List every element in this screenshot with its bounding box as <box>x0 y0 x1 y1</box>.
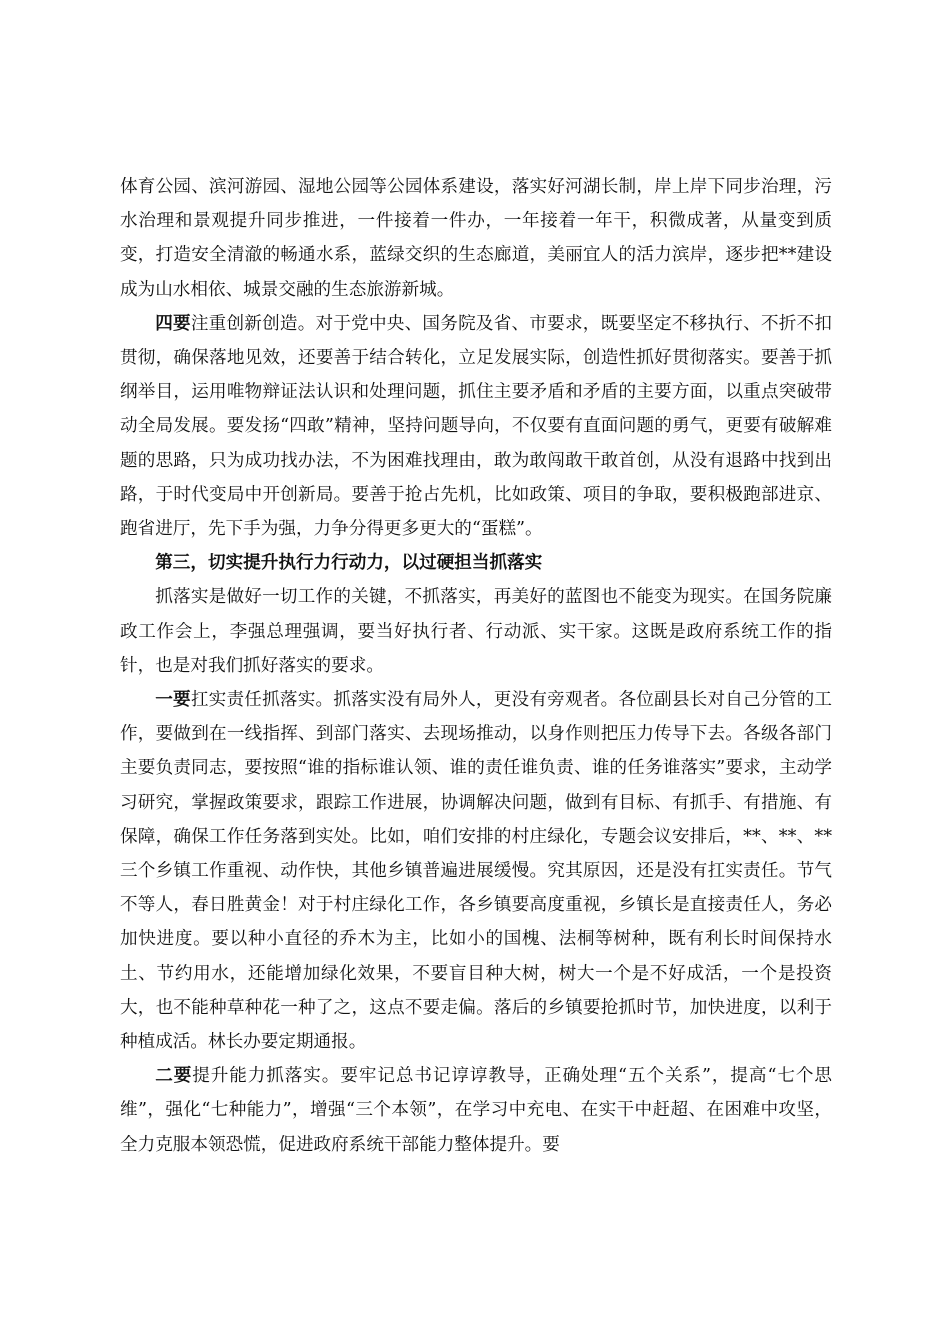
paragraph-text: 提升能力抓落实。要牢记总书记谆谆教导，正确处理“五个关系”，提高“七个思维”，强化“七种能力”，增强“三个本领”，在学习中充电、在实干中赶超、在困难中攻坚，全力克服本领恐慌，促进政府系统干部能力整体提升。要 <box>120 1066 832 1155</box>
paragraph-two-yao <box>120 1059 832 1162</box>
document-page <box>120 170 832 1162</box>
paragraph-four-yao <box>120 307 832 546</box>
paragraph-text: 扛实责任抓落实。抓落实没有局外人，更没有旁观者。各位副县长对自己分管的工作，要做到在一线指挥、到部门落实、去现场推动，以身作则把压力传导下去。各级各部门主要负责同志，要按照“谁的指标谁认领、谁的责任谁负责、谁的任务谁落实”要求，主动学习研究，掌握政策要求，跟踪工作进展，协调解决问题，做到有目标、有抓手、有措施、有保障，确保工作任务落到实处。比如，咱们安排的村庄绿化，专题会议安排后，**、**、**三个乡镇工作重视、动作快，其他乡镇普遍进展缓慢。究其原因，还是没有扛实责任。节气不等人，春日胜黄金！对于村庄绿化工作，各乡镇要高度重视，乡镇长是直接责任人，务必加快进度。要以种小直径的乔木为主，比如小的国槐、法桐等树种，既有利长时间保持水土、节约用水，还能增加绿化效果，不要盲目种大树，树大一个是不好成活，一个是投资大，也不能种草种花一种了之，这点不要走偏。落后的乡镇要抢抓时节，加快进度，以利于种植成活。林长办要定期通报。 <box>120 690 832 1053</box>
section-heading-third: 第三，切实提升执行力行动力，以过硬担当抓落实 <box>155 553 543 574</box>
paragraph-text: 注重创新创造。对于党中央、国务院及省、市要求，既要坚定不移执行、不折不扣贯彻，确保落地见效，还要善于结合转化，立足发展实际，创造性抓好贯彻落实。要善于抓纲举目，运用唯物辩证法认识和处理问题，抓住主要矛盾和矛盾的主要方面，以重点突破带动全局发展。要发扬“四敢”精神，坚持问题导向，不仅要有直面问题的勇气，更要有破解难题的思路，只为成功找办法，不为困难找理由，敢为敢闯敢干敢首创，从没有退路中找到出路，于时代变局中开创新局。要善于抢占先机，比如政策、项目的争取，要积极跑部进京、跑省进厅，先下手为强，力争分得更多更大的“蛋糕”。 <box>120 313 832 540</box>
paragraph-intro <box>120 580 832 683</box>
paragraph-one-yao <box>120 683 832 1059</box>
paragraph-lead: 一要 <box>155 690 191 711</box>
paragraph-lead: 四要 <box>155 313 191 334</box>
paragraph-continuation <box>120 170 832 307</box>
paragraph-text: 体育公园、滨河游园、湿地公园等公园体系建设，落实好河湖长制，岸上岸下同步治理，污水治理和景观提升同步推进，一件接着一件办，一年接着一年干，积微成著，从量变到质变，打造安全清澈的畅通水系，蓝绿交织的生态廊道，美丽宜人的活力滨岸，逐步把**建设成为山水相依、城景交融的生态旅游新城。 <box>120 177 832 300</box>
paragraph-lead: 二要 <box>155 1066 193 1087</box>
paragraph-text: 抓落实是做好一切工作的关键，不抓落实，再美好的蓝图也不能变为现实。在国务院廉政工作会上，李强总理强调，要当好执行者、行动派、实干家。这既是政府系统工作的指针，也是对我们抓好落实的要求。 <box>120 587 832 676</box>
